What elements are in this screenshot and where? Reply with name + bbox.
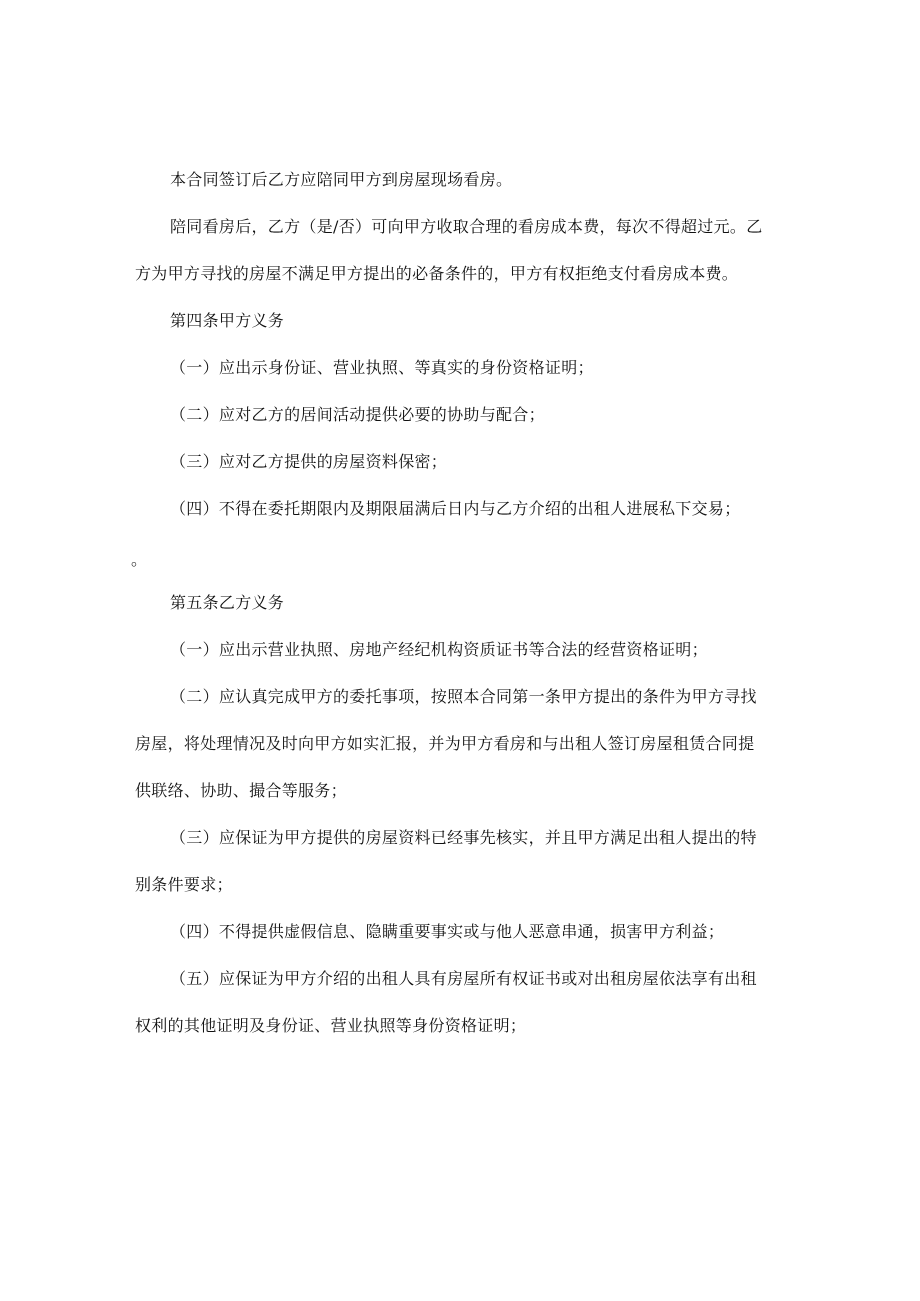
text-line: 本合同签订后乙方应陪同甲方到房屋现场看房。 xyxy=(170,170,513,189)
section-heading: 第五条乙方义务 xyxy=(170,593,285,612)
text-line: 别条件要求； xyxy=(135,875,233,894)
list-item: （五）应保证为甲方介绍的出租人具有房屋所有权证书或对出租房屋依法享有出租 xyxy=(170,969,757,988)
list-item: （四）不得在委托期限内及期限届满后日内与乙方介绍的出租人进展私下交易； xyxy=(170,499,741,518)
text-line: 。 xyxy=(131,550,148,569)
list-item: （三）应保证为甲方提供的房屋资料已经事先核实，并且甲方满足出租人提出的特 xyxy=(170,828,757,847)
text-line: 权利的其他证明及身份证、营业执照等身份资格证明； xyxy=(135,1016,527,1035)
list-item: （二）应认真完成甲方的委托事项，按照本合同第一条甲方提出的条件为甲方寻找 xyxy=(170,687,757,706)
list-item: （一）应出示营业执照、房地产经纪机构资质证书等合法的经营资格证明； xyxy=(170,640,708,659)
text-line: 方为甲方寻找的房屋不满足甲方提出的必备条件的，甲方有权拒绝支付看房成本费。 xyxy=(135,264,739,283)
list-item: （四）不得提供虚假信息、隐瞒重要事实或与他人恶意串通，损害甲方利益； xyxy=(170,922,725,941)
text-line: 房屋，将处理情况及时向甲方如实汇报，并为甲方看房和与出租人签订房屋租赁合同提 xyxy=(135,734,755,753)
list-item: （二）应对乙方的居间活动提供必要的协助与配合； xyxy=(170,405,545,424)
text-line: 供联络、协助、撮合等服务； xyxy=(135,781,347,800)
list-item: （一）应出示身份证、营业执照、等真实的身份资格证明； xyxy=(170,358,594,377)
list-item: （三）应对乙方提供的房屋资料保密； xyxy=(170,452,448,471)
section-heading: 第四条甲方义务 xyxy=(170,311,285,330)
text-line: 陪同看房后，乙方（是/否）可向甲方收取合理的看房成本费，每次不得超过元。乙 xyxy=(170,217,763,236)
